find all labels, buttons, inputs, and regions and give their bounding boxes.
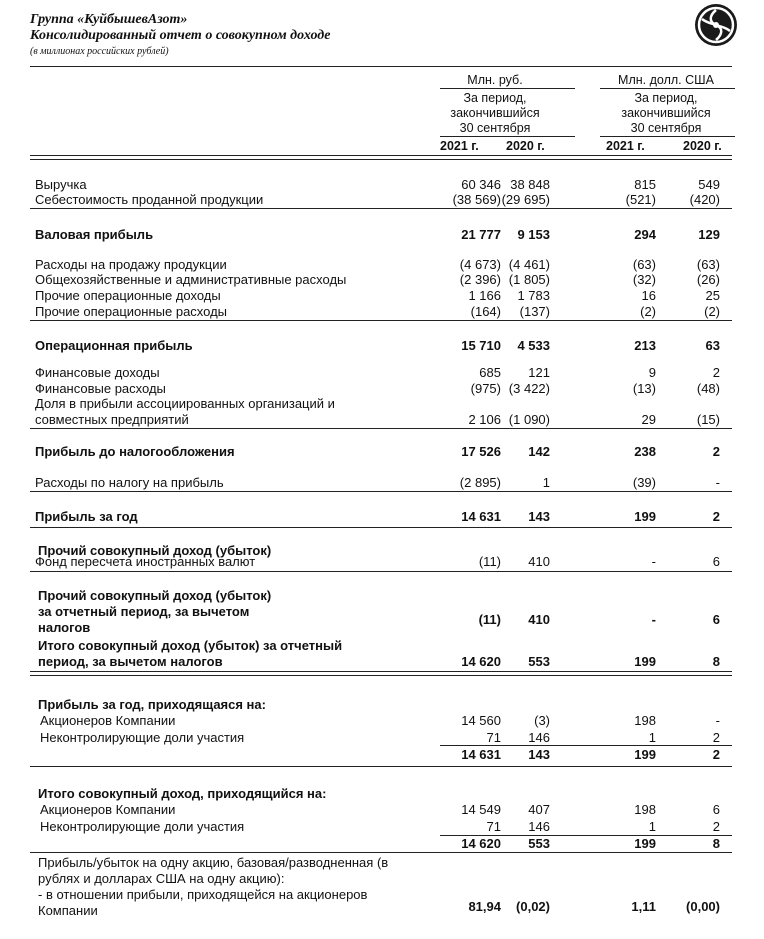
units-note: (в миллионах российских рублей) xyxy=(30,46,169,57)
row-label: Прибыль до налогообложения xyxy=(35,444,235,459)
value-usd-2020: 6 xyxy=(712,554,720,569)
value-rub-2021: (11) xyxy=(478,612,501,627)
subtotal-rule xyxy=(440,745,732,746)
value-rub-2021: (164) xyxy=(470,304,501,319)
value-rub-2020: (1 805) xyxy=(508,272,550,287)
row-label: Фонд пересчета иностранных валют xyxy=(35,554,256,569)
value-rub-2021: 14 631 xyxy=(461,747,501,762)
value-rub-2020: 143 xyxy=(528,509,550,524)
value-usd-2020: 6 xyxy=(712,612,720,627)
value-usd-2020: 2 xyxy=(712,747,720,762)
value-rub-2021: 14 631 xyxy=(461,509,501,524)
value-usd-2020: (2) xyxy=(704,304,720,319)
value-rub-2021: (4 673) xyxy=(459,257,501,272)
table-header-rule xyxy=(30,155,732,156)
row-label: Компании xyxy=(38,903,98,918)
value-rub-2020: (3 422) xyxy=(508,381,550,396)
row-label: период, за вычетом налогов xyxy=(38,654,223,669)
value-usd-2021: 213 xyxy=(634,338,656,353)
rub-year-2021: 2021 г. xyxy=(440,139,479,153)
table-row xyxy=(0,747,764,765)
value-usd-2020: 63 xyxy=(705,338,720,353)
value-usd-2021: 199 xyxy=(634,654,656,669)
rub-currency-label: Млн. руб. xyxy=(467,73,523,87)
value-rub-2020: 410 xyxy=(528,554,550,569)
value-usd-2021: 199 xyxy=(634,509,656,524)
value-usd-2021: (63) xyxy=(632,257,656,272)
table-row xyxy=(0,713,764,731)
value-rub-2020: (29 695) xyxy=(501,192,550,207)
value-rub-2020: 9 153 xyxy=(517,227,550,242)
value-usd-2021: 1,11 xyxy=(631,899,656,914)
value-usd-2021: - xyxy=(651,612,656,627)
row-label: Прибыль за год xyxy=(35,509,138,524)
row-label: Себестоимость проданной продукции xyxy=(35,192,264,207)
row-separator xyxy=(30,671,732,672)
usd-currency-rule xyxy=(600,88,735,89)
value-usd-2020: 2 xyxy=(712,444,720,459)
row-separator xyxy=(30,675,732,676)
table-row xyxy=(0,227,764,245)
value-usd-2020: (26) xyxy=(696,272,720,287)
value-rub-2021: 71 xyxy=(486,730,501,745)
section-heading: Прибыль за год, приходящаяся на: xyxy=(38,697,266,712)
value-rub-2020: 410 xyxy=(528,612,550,627)
value-usd-2021: 815 xyxy=(634,177,656,192)
value-usd-2021: (39) xyxy=(632,475,656,490)
value-usd-2020: 549 xyxy=(698,177,720,192)
value-rub-2020: 1 783 xyxy=(517,288,550,303)
section-heading: Итого совокупный доход, приходящийся на: xyxy=(38,786,327,801)
value-rub-2021: 685 xyxy=(479,365,501,380)
row-label: Расходы по налогу на прибыль xyxy=(35,475,224,490)
value-rub-2020: (0,02) xyxy=(516,899,550,914)
row-label: Финансовые доходы xyxy=(35,365,160,380)
header-rule xyxy=(30,66,732,67)
row-label: - в отношении прибыли, приходящейся на акционеров xyxy=(38,887,368,902)
value-rub-2020: 407 xyxy=(528,802,550,817)
value-usd-2021: 238 xyxy=(634,444,656,459)
row-label: Прочие операционные доходы xyxy=(35,288,221,303)
row-label: Финансовые расходы xyxy=(35,381,166,396)
rub-period-line1: За период, xyxy=(463,91,527,105)
value-rub-2020: (137) xyxy=(519,304,550,319)
value-usd-2021: (2) xyxy=(640,304,656,319)
value-rub-2020: 1 xyxy=(542,475,550,490)
value-rub-2021: 1 166 xyxy=(468,288,501,303)
value-rub-2020: (3) xyxy=(534,713,550,728)
value-usd-2021: 199 xyxy=(634,747,656,762)
value-rub-2021: 81,94 xyxy=(468,899,501,914)
value-rub-2021: 60 346 xyxy=(461,177,501,192)
value-usd-2020: (0,00) xyxy=(686,899,720,914)
table-row xyxy=(0,899,764,917)
row-label: рублях и долларах США на одну акцию): xyxy=(38,871,285,886)
value-usd-2020: 2 xyxy=(712,819,720,834)
value-usd-2020: (15) xyxy=(696,412,720,427)
value-rub-2021: 14 549 xyxy=(461,802,501,817)
row-label: Прочий совокупный доход (убыток) xyxy=(38,588,272,603)
usd-period-line2: закончившийся xyxy=(621,106,711,120)
value-rub-2020: 553 xyxy=(528,654,550,669)
row-label: Общехозяйственные и административные расходы xyxy=(35,272,347,287)
value-usd-2020: (420) xyxy=(689,192,720,207)
value-usd-2020: - xyxy=(715,713,720,728)
usd-period-line1: За период, xyxy=(634,91,698,105)
table-row xyxy=(0,654,764,672)
value-rub-2020: 143 xyxy=(528,747,550,762)
company-name: Группа «КуйбышевАзот» xyxy=(30,12,188,27)
value-rub-2021: (975) xyxy=(470,381,501,396)
row-label: Прибыль/убыток на одну акцию, базовая/разводненная (в xyxy=(38,855,389,870)
value-usd-2020: 8 xyxy=(712,654,720,669)
row-separator xyxy=(30,320,732,321)
value-usd-2021: (32) xyxy=(632,272,656,287)
row-label: за отчетный период, за вычетом xyxy=(38,604,250,619)
row-label: Итого совокупный доход (убыток) за отчетный xyxy=(38,638,343,653)
value-usd-2021: 29 xyxy=(641,412,656,427)
rub-currency-rule xyxy=(440,88,575,89)
value-usd-2020: 6 xyxy=(712,802,720,817)
table-row xyxy=(0,554,764,572)
value-usd-2021: (13) xyxy=(632,381,656,396)
usd-currency-label: Млн. долл. США xyxy=(618,73,714,87)
table-row xyxy=(0,338,764,356)
value-rub-2021: 2 106 xyxy=(468,412,501,427)
value-rub-2020: 38 848 xyxy=(510,177,550,192)
value-usd-2020: (48) xyxy=(696,381,720,396)
value-usd-2021: 16 xyxy=(641,288,656,303)
value-rub-2020: 121 xyxy=(528,365,550,380)
row-separator xyxy=(30,208,732,209)
row-label: Выручка xyxy=(35,177,87,192)
row-label: Доля в прибыли ассоциированных организаций и xyxy=(35,396,335,411)
value-rub-2021: (11) xyxy=(478,554,501,569)
statement-title: Консолидированный отчет о совокупном доходе xyxy=(30,28,331,43)
value-usd-2021: (521) xyxy=(625,192,656,207)
row-separator xyxy=(30,852,732,853)
section-heading: Прочий совокупный доход (убыток) xyxy=(38,543,272,558)
value-usd-2021: 1 xyxy=(648,730,656,745)
value-rub-2020: 4 533 xyxy=(517,338,550,353)
row-label: Расходы на продажу продукции xyxy=(35,257,227,272)
value-usd-2020: 2 xyxy=(712,365,720,380)
table-row xyxy=(0,509,764,527)
value-usd-2021: - xyxy=(651,554,656,569)
value-rub-2021: 17 526 xyxy=(461,444,501,459)
value-usd-2020: 2 xyxy=(712,730,720,745)
row-separator xyxy=(30,571,732,572)
value-usd-2021: 198 xyxy=(634,713,656,728)
value-rub-2020: 146 xyxy=(528,730,550,745)
value-rub-2020: 553 xyxy=(528,836,550,851)
row-separator xyxy=(30,491,732,492)
usd-period-rule xyxy=(600,136,735,137)
value-rub-2021: (2 895) xyxy=(459,475,501,490)
value-rub-2021: 14 560 xyxy=(461,713,501,728)
table-row xyxy=(0,612,764,630)
value-rub-2021: (2 396) xyxy=(459,272,501,287)
value-rub-2021: 14 620 xyxy=(461,654,501,669)
value-rub-2020: (1 090) xyxy=(508,412,550,427)
rub-period-line2: закончившийся xyxy=(450,106,540,120)
value-usd-2020: 25 xyxy=(705,288,720,303)
row-separator xyxy=(30,428,732,429)
row-label: налогов xyxy=(38,620,91,635)
value-rub-2021: (38 569) xyxy=(452,192,501,207)
value-usd-2020: 2 xyxy=(712,509,720,524)
rub-period-rule xyxy=(440,136,575,137)
rub-year-2020: 2020 г. xyxy=(506,139,545,153)
row-label: Операционная прибыль xyxy=(35,338,193,353)
value-usd-2020: 129 xyxy=(698,227,720,242)
value-usd-2020: (63) xyxy=(696,257,720,272)
value-rub-2020: (4 461) xyxy=(508,257,550,272)
table-row xyxy=(0,444,764,462)
kuibyshevazot-logo-icon xyxy=(689,2,743,48)
value-rub-2021: 71 xyxy=(486,819,501,834)
table-header-rule-2 xyxy=(30,159,732,160)
row-label: Прочие операционные расходы xyxy=(35,304,228,319)
value-usd-2020: - xyxy=(715,475,720,490)
table-row xyxy=(0,802,764,820)
value-rub-2021: 21 777 xyxy=(461,227,501,242)
value-rub-2020: 142 xyxy=(528,444,550,459)
usd-period-line3: 30 сентября xyxy=(630,121,702,135)
value-usd-2021: 198 xyxy=(634,802,656,817)
value-usd-2021: 294 xyxy=(634,227,656,242)
value-usd-2021: 9 xyxy=(648,365,656,380)
row-label: Акционеров Компании xyxy=(40,802,176,817)
value-usd-2021: 199 xyxy=(634,836,656,851)
value-rub-2021: 15 710 xyxy=(461,338,501,353)
usd-year-2020: 2020 г. xyxy=(683,139,722,153)
rub-period-line3: 30 сентября xyxy=(459,121,531,135)
usd-year-2021: 2021 г. xyxy=(606,139,645,153)
row-label: Валовая прибыль xyxy=(35,227,154,242)
row-label: Неконтролирующие доли участия xyxy=(40,730,245,745)
row-label: Акционеров Компании xyxy=(40,713,176,728)
row-separator xyxy=(30,527,732,528)
row-separator xyxy=(30,766,732,767)
row-label: Неконтролирующие доли участия xyxy=(40,819,245,834)
value-usd-2020: 8 xyxy=(712,836,720,851)
value-rub-2020: 146 xyxy=(528,819,550,834)
row-label: совместных предприятий xyxy=(35,412,189,427)
value-usd-2021: 1 xyxy=(648,819,656,834)
value-rub-2021: 14 620 xyxy=(461,836,501,851)
